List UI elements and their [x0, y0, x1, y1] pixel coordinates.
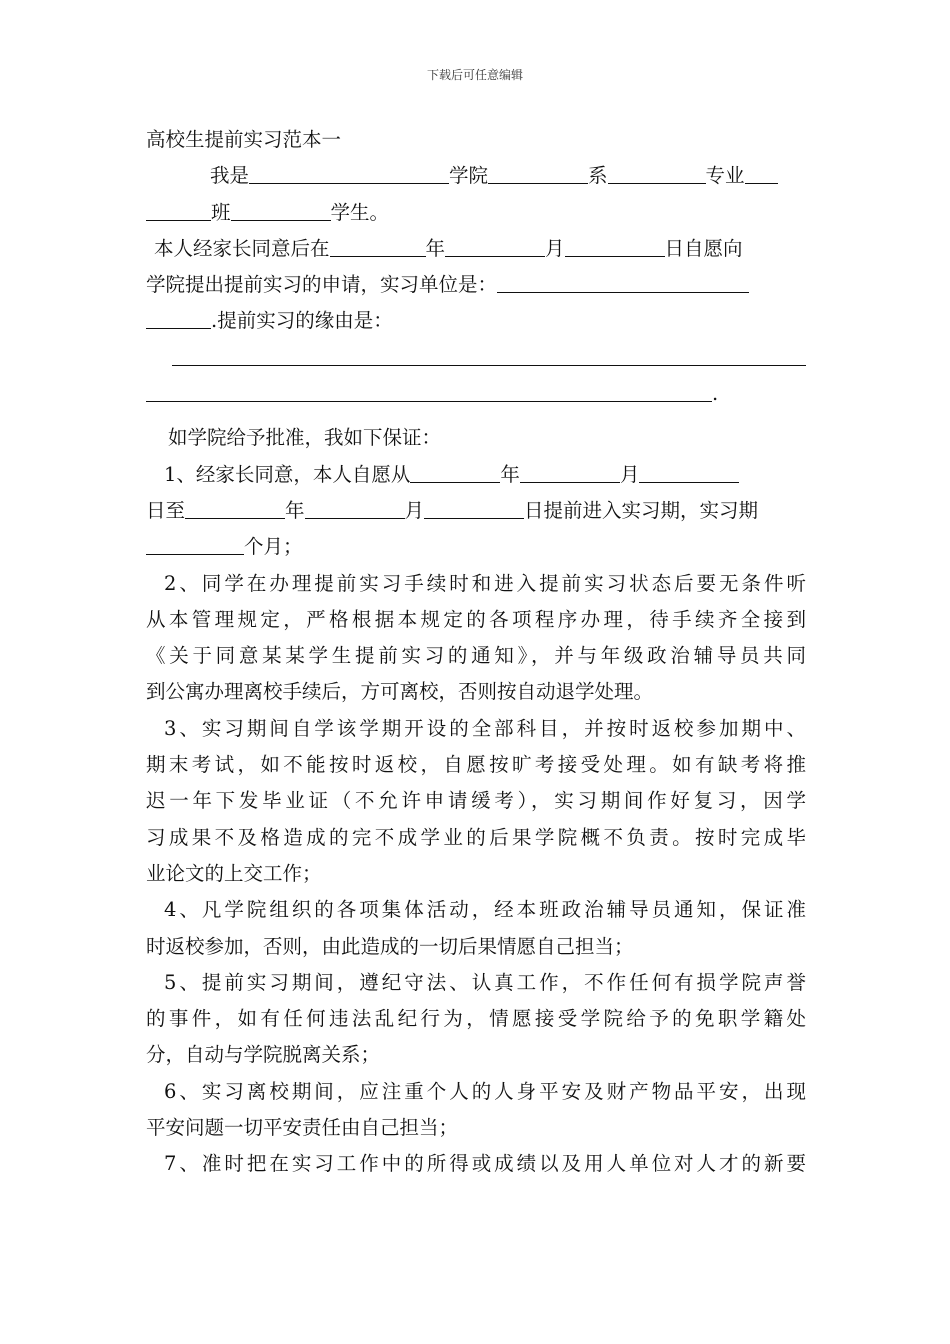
label-zhuanye: 专业: [705, 164, 745, 188]
page-header-note: 下载后可任意编辑: [426, 68, 523, 82]
intro-line-2: [146, 195, 806, 231]
item1-ri-suffix: 日提前进入实习期，实习期: [524, 498, 759, 522]
consent-line-3: [146, 303, 806, 339]
item5-line-3: 分，自动与学院脱离关系；: [146, 1043, 381, 1067]
reason-line-1: [146, 340, 806, 376]
item1-months: 个月；: [244, 535, 303, 559]
document-body: [146, 122, 806, 1183]
blank-ban-part1[interactable]: [745, 163, 778, 184]
label-yue: 月: [545, 236, 565, 260]
item6-line-2: 平安问题一切平安责任由自己担当；: [146, 1116, 459, 1140]
blank-reason-1[interactable]: [172, 345, 806, 366]
blank-item1-from-year[interactable]: [410, 462, 500, 483]
blank-xuesheng[interactable]: [231, 200, 331, 221]
item3-line-5: 业论文的上交工作；: [146, 861, 322, 885]
item6-line-1: 6、实习离校期间，应注重个人的人身平安及财产物品平安，出现: [164, 1079, 806, 1103]
item1-yue: 月: [619, 462, 640, 486]
item5-line-1: 5、提前实习期间，遵纪守法、认真工作，不作任何有损学院声誉: [164, 970, 806, 994]
item3-line-3: 迟一年下发毕业证（不允许申请缓考），实习期间作好复习，因学: [146, 789, 806, 813]
item1-nian-2: 年: [285, 498, 305, 522]
reason-period: .: [712, 382, 719, 406]
item5-line-2: 的事件，如有任何违法乱纪行为，情愿接受学院给予的免职学籍处: [146, 1007, 806, 1031]
item2-line-1: 2、同学在办理提前实习手续时和进入提前实习状态后要无条件听: [164, 571, 806, 595]
consent-line-1: [146, 231, 806, 267]
blank-internship-unit-cont[interactable]: [146, 308, 211, 329]
document-title: 高校生提前实习范本一: [146, 128, 342, 151]
blank-item1-to-month[interactable]: [305, 498, 405, 519]
item3-line-1: 3、实习期间自学该学期开设的全部科目，并按时返校参加期中、: [164, 716, 806, 740]
item1-yue-2: 月: [404, 498, 425, 522]
label-wo-shi: 我是: [210, 164, 250, 188]
label-xi: 系: [588, 164, 608, 188]
item4-line-1: 4、凡学院组织的各项集体活动，经本班政治辅导员通知，保证准: [164, 898, 806, 922]
item2-line-4: 到公寓办理离校手续后，方可离校，否则按自动退学处理。: [146, 680, 654, 704]
label-nian: 年: [425, 236, 446, 260]
consent-ri-suffix: 日自愿向: [664, 236, 743, 260]
blank-consent-year[interactable]: [330, 236, 426, 257]
blank-zhuanye[interactable]: [608, 163, 706, 184]
blank-consent-month[interactable]: [445, 236, 545, 257]
pledge-intro: 如学院给予批准，我如下保证：: [168, 426, 442, 450]
blank-xueyuan[interactable]: [249, 163, 449, 184]
item7-line-1: 7、准时把在实习工作中的所得或成绩以及用人单位对人才的新要: [164, 1152, 806, 1176]
label-ban: 班: [211, 200, 231, 224]
reason-line-2: [146, 376, 806, 412]
item1-line-1: [146, 457, 806, 493]
blank-xi[interactable]: [488, 163, 588, 184]
item1-prefix: 1、经家长同意，本人自愿从: [164, 462, 411, 486]
item1-line-2: [146, 493, 806, 529]
blank-consent-day[interactable]: [565, 236, 665, 257]
blank-item1-to-day[interactable]: [424, 498, 524, 519]
blank-item1-from-month[interactable]: [520, 462, 620, 483]
consent-line-2: [146, 267, 806, 303]
consent-prefix: 本人经家长同意后在: [154, 236, 330, 260]
item1-ri-zhi: 日至: [146, 498, 186, 522]
blank-ban-part2[interactable]: [146, 200, 211, 221]
consent-line3-text: .提前实习的缘由是：: [211, 309, 393, 333]
blank-item1-to-year[interactable]: [185, 498, 285, 519]
item4-line-2: 时返校参加，否则，由此造成的一切后果情愿自己担当；: [146, 934, 634, 958]
blank-internship-unit[interactable]: [497, 272, 749, 293]
label-xueyuan: 学院: [449, 164, 489, 188]
label-xuesheng: 学生。: [330, 200, 390, 224]
blank-reason-2[interactable]: [146, 381, 712, 402]
item3-line-4: 习成果不及格造成的完不成学业的后果学院概不负责。按时完成毕: [146, 825, 806, 849]
intro-line-1: [146, 158, 806, 194]
item2-line-3: 《关于同意某某学生提前实习的通知》，并与年级政治辅导员共同: [146, 644, 806, 668]
consent-line2-text: 学院提出提前实习的申请，实习单位是：: [146, 273, 498, 297]
item1-line-3: [146, 529, 806, 565]
blank-item1-from-day[interactable]: [639, 462, 739, 483]
item2-line-2: 从本管理规定，严格根据本规定的各项程序办理，待手续齐全接到: [146, 607, 806, 631]
blank-item1-months[interactable]: [146, 534, 244, 555]
item1-nian: 年: [500, 462, 520, 486]
item3-line-2: 期末考试，如不能按时返校，自愿按旷考接受处理。如有缺考将推: [146, 753, 806, 777]
